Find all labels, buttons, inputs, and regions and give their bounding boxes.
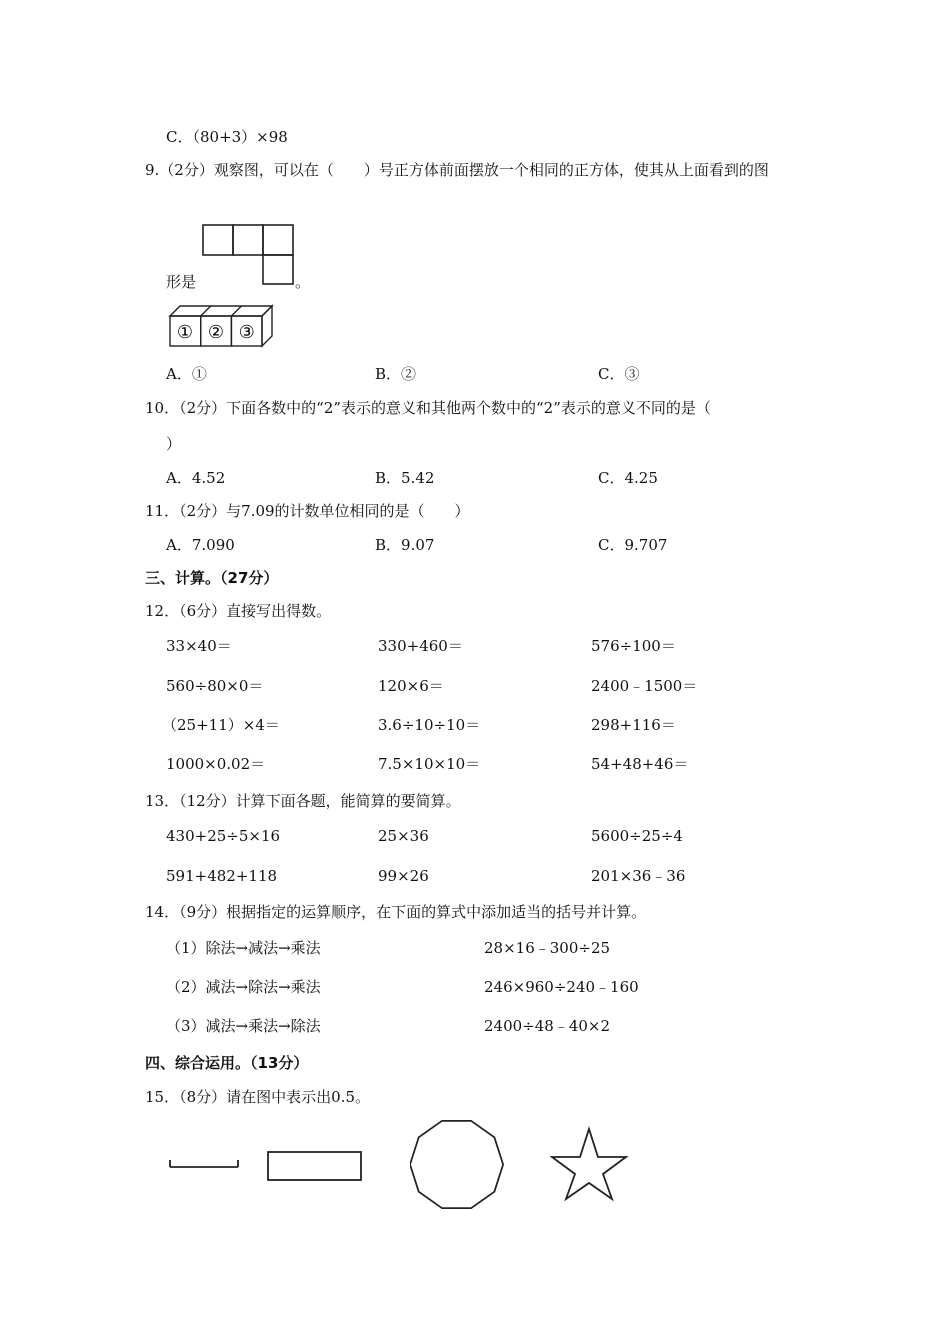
- q13-item: 5600÷25÷4: [591, 827, 683, 845]
- q10-option-c: C．4.25: [598, 469, 658, 487]
- q8-option-c: C．（80+3）×98: [166, 128, 288, 146]
- q14-stem: 14．（9分）根据指定的运算顺序，在下面的算式中添加适当的括号并计算。: [145, 903, 647, 921]
- q11-option-c: C．9.707: [598, 536, 668, 554]
- q14-expression: 246×960÷240﹣160: [484, 978, 639, 996]
- q12-item: 33×40＝: [166, 637, 232, 655]
- q12-item: 2400﹣1500＝: [591, 677, 698, 695]
- q12-item: 120×6＝: [378, 677, 444, 695]
- q13-item: 25×36: [378, 827, 429, 845]
- q9-stem-end: 。: [295, 273, 311, 291]
- q11-stem: 11．（2分）与7.09的计数单位相同的是（ ）: [145, 502, 470, 520]
- q14-expression: 28×16﹣300÷25: [484, 939, 611, 957]
- q10-stem-tail: ）: [166, 435, 182, 453]
- q9-stem-tail: 形是: [166, 273, 197, 291]
- cube-row-figure: [166, 302, 276, 350]
- q12-item: （25+11）×4＝: [162, 716, 280, 734]
- q13-item: 430+25÷5×16: [166, 827, 281, 845]
- q12-item: 298+116＝: [591, 716, 676, 734]
- line-segment-shape: [166, 1155, 242, 1175]
- q14-order: （2）减法→除法→乘法: [166, 978, 321, 996]
- q14-order: （1）除法→减法→乘法: [166, 939, 321, 957]
- decagon-shape: [410, 1117, 506, 1213]
- q9-option-c: C．③: [598, 365, 640, 383]
- q13-item: 99×26: [378, 867, 429, 885]
- q12-stem: 12．（6分）直接写出得数。: [145, 602, 332, 620]
- q10-option-a: A．4.52: [166, 469, 226, 487]
- section-4-title: 四、综合运用。（13分）: [145, 1054, 309, 1072]
- top-view-figure: [200, 222, 296, 286]
- q12-item: 560÷80×0＝: [166, 677, 264, 695]
- q10-stem: 10．（2分）下面各数中的“2”表示的意义和其他两个数中的“2”表示的意义不同的是（: [145, 399, 711, 417]
- q12-item: 7.5×10×10＝: [378, 755, 481, 773]
- rectangle-shape: [266, 1150, 364, 1184]
- q13-item: 201×36﹣36: [591, 867, 686, 885]
- q11-option-b: B．9.07: [375, 536, 435, 554]
- q9-option-b: B．②: [375, 365, 417, 383]
- q13-item: 591+482+118: [166, 867, 278, 885]
- q10-option-b: B．5.42: [375, 469, 435, 487]
- cube-3-label: ③: [238, 322, 255, 343]
- q12-item: 1000×0.02＝: [166, 755, 266, 773]
- section-3-title: 三、计算。（27分）: [145, 569, 279, 587]
- q15-stem: 15．（8分）请在图中表示出0.5。: [145, 1088, 370, 1106]
- q13-stem: 13．（12分）计算下面各题，能简算的要简算。: [145, 792, 461, 810]
- q12-item: 54+48+46＝: [591, 755, 689, 773]
- q9-stem: 9.（2分）观察图，可以在（ ）号正方体前面摆放一个相同的正方体，使其从上面看到的图: [145, 161, 769, 179]
- cube-1-label: ①: [176, 322, 194, 343]
- q9-option-a: A．①: [166, 365, 207, 383]
- star-shape: [550, 1126, 630, 1202]
- q12-item: 576÷100＝: [591, 637, 676, 655]
- q11-option-a: A．7.090: [166, 536, 235, 554]
- q12-item: 3.6÷10÷10＝: [378, 716, 481, 734]
- cube-2-label: ②: [207, 322, 225, 343]
- q14-order: （3）减法→乘法→除法: [166, 1017, 321, 1035]
- q14-expression: 2400÷48﹣40×2: [484, 1017, 611, 1035]
- q12-item: 330+460＝: [378, 637, 463, 655]
